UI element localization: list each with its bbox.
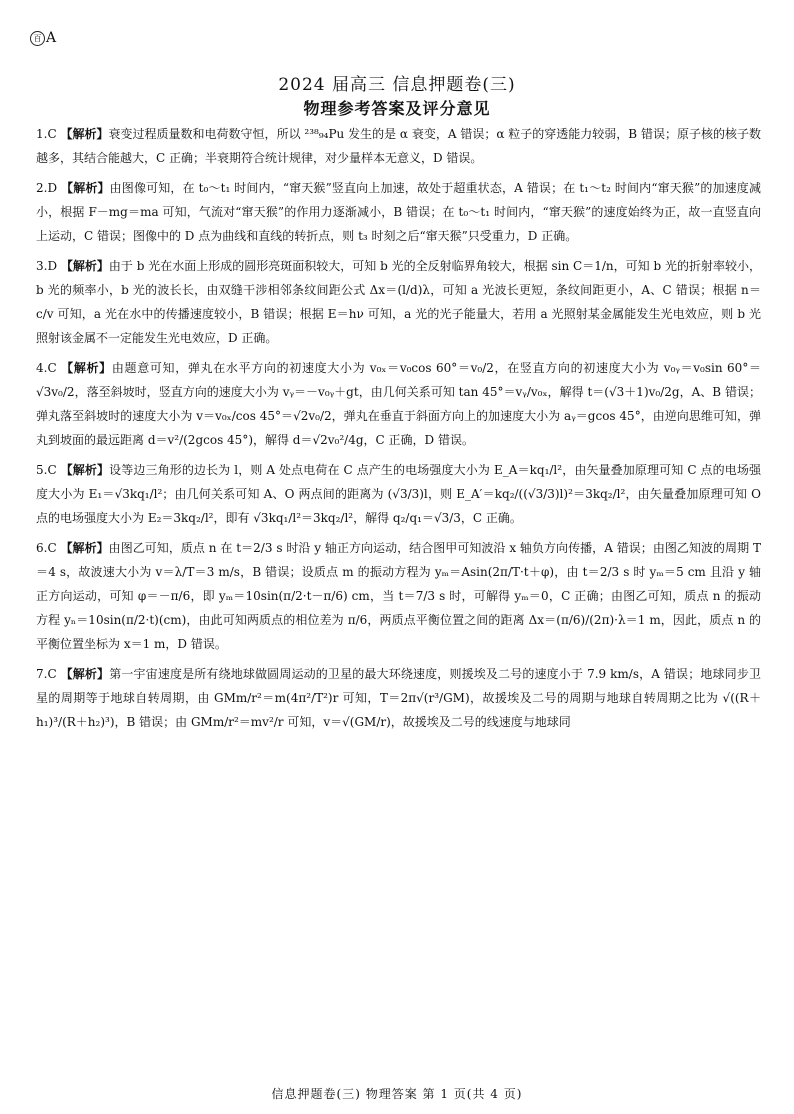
answer-item: [36, 254, 761, 350]
analysis-tag: 【解析】: [60, 127, 109, 141]
answer-number: 6.C: [36, 541, 57, 555]
analysis-tag: 【解析】: [60, 667, 110, 681]
answer-item: [36, 176, 761, 248]
answer-item: [36, 458, 761, 530]
analysis-tag: 【解析】: [61, 361, 112, 375]
answer-number: 7.C: [36, 667, 57, 681]
corner-letter: A: [46, 30, 57, 46]
page-subtitle: 物理参考答案及评分意见: [303, 99, 491, 118]
analysis-tag: 【解析】: [60, 541, 109, 555]
answer-list: [36, 122, 761, 740]
answer-item: [36, 356, 761, 452]
answer-text: 由于 b 光在水面上形成的圆形亮斑面积较大，可知 b 光的全反射临界角较大，根据 sin C＝1/n，可知 b 光的折射率较小，b 光的频率小，b 光的波长长，由双缝干涉相邻条纹间距公式 Δx＝(l/d)λ，可知 a 光波长更短，条纹间距更小，A、C 错误；根据 n＝c/v 可知，a 光在水中的传播速度较小，B 错误；根据 E＝hν 可知，a 光的光子能量大，若用 a 光照射某金属能发生光电效应，则 b 光照射该金属不一定能发生光电效应，D 正确。: [36, 259, 761, 345]
answer-item: [36, 662, 761, 734]
answer-text: 设等边三角形的边长为 l，则 A 处点电荷在 C 点产生的电场强度大小为 E_A＝kq₁/l²，由矢量叠加原理可知 C 点的电场强度大小为 E₁＝√3kq₁/l²；由几何关系可知 A、O 两点间的距离为 (√3/3)l，则 E_A′＝kq₂/((√3/3)l)²＝3kq₂/l²，由矢量叠加原理可知 O 点的电场强度大小为 E₂＝3kq₂/l²，即有 √3kq₁/l²＝3kq₂/l²，解得 q₂/q₁＝√3/3，C 正确。: [36, 463, 761, 525]
answer-number: 5.C: [36, 463, 57, 477]
answer-text: 由图乙可知，质点 n 在 t＝2/3 s 时沿 y 轴正方向运动，结合图甲可知波沿 x 轴负方向传播，A 错误；由图乙知波的周期 T＝4 s，故波速大小为 v＝λ/T＝3 m/s，B 错误；设质点 m 的振动方程为 yₘ＝Asin(2π/T·t＋φ)，由 t＝2/3 s 时 yₘ＝5 cm 且沿 y 轴正方向运动，可知 φ＝－π/6，即 yₘ＝10sin(π/2·t－π/6) cm，当 t＝7/3 s 时，可解得 yₘ＝0，C 正确；由图乙可知，质点 n 的振动方程 yₙ＝10sin(π/2·t)(cm)，由此可知两质点的相位差为 π/6，两质点平衡位置之间的距离 Δx＝(π/6)/(2π)·λ＝1 m，因此，质点 n 的平衡位置坐标为 x＝1 m，D 错误。: [36, 541, 761, 651]
answer-item: [36, 122, 761, 170]
analysis-tag: 【解析】: [60, 259, 109, 273]
answer-text: 由图像可知，在 t₀～t₁ 时间内，“窜天猴”竖直向上加速，故处于超重状态，A 错误；在 t₁～t₂ 时间内“窜天猴”的加速度减小，根据 F－mg＝ma 可知，气流对“窜天猴”的作用力逐渐减小，B 错误；在 t₀～t₁ 时间内，“窜天猴”的速度始终为正，故一直竖直向上运动，C 错误；图像中的 D 点为曲线和直线的转折点，则 t₃ 时刻之后“窜天猴”只受重力，D 正确。: [36, 181, 761, 243]
answer-item: [36, 536, 761, 656]
corner-mark: [30, 30, 56, 46]
answer-text: 第一宇宙速度是所有绕地球做圆周运动的卫星的最大环绕速度，则援埃及二号的速度小于 7.9 km/s，A 错误；地球同步卫星的周期等于地球自转周期，由 GMm/r²＝m(4π²/T²)r 可知，T＝2π√(r³/GM)，故援埃及二号的周期与地球自转周期之比为 √((R＋h₁)³/(R＋h₂)³)，B 错误；由 GMm/r²＝mv²/r 可知，v＝√(GM/r)，故援埃及二号的线速度与地球同: [36, 667, 761, 729]
answer-number: 3.D: [36, 259, 58, 273]
answer-text: 衰变过程质量数和电荷数守恒，所以 ²³⁸₉₄Pu 发生的是 α 衰变，A 错误；α 粒子的穿透能力较弱，B 错误；原子核的核子数越多，其结合能越大，C 正确；半衰期符合统计规律，对少量样本无意义，D 错误。: [36, 127, 761, 165]
circle-mark: 百: [30, 31, 45, 46]
page-title: 2024 届高三 信息押题卷(三): [278, 75, 516, 95]
answer-number: 1.C: [36, 127, 57, 141]
answer-number: 4.C: [36, 361, 57, 375]
analysis-tag: 【解析】: [61, 181, 110, 195]
answer-number: 2.D: [36, 181, 58, 195]
analysis-tag: 【解析】: [60, 463, 110, 477]
answer-text: 由题意可知，弹丸在水平方向的初速度大小为 v₀ₓ＝v₀cos 60°＝v₀/2，在竖直方向的初速度大小为 v₀ᵧ＝v₀sin 60°＝√3v₀/2，落至斜坡时，竖直方向的速度大小为 vᵧ＝－v₀ᵧ＋gt，由几何关系可知 tan 45°＝vᵧ/v₀ₓ，解得 t＝(√3＋1)v₀/2g，A、B 错误；弹丸落至斜坡时的速度大小为 v＝v₀ₓ/cos 45°＝√2v₀/2，弹丸在垂直于斜面方向上的加速度大小为 aᵧ＝gcos 45°，由逆向思维可知，弹丸到坡面的最远距离 d＝v²/(2gcos 45°)，解得 d＝√2v₀²/4g，C 正确，D 错误。: [36, 361, 761, 447]
page-footer: 信息押题卷(三) 物理答案 第 1 页(共 4 页): [271, 1087, 523, 1101]
